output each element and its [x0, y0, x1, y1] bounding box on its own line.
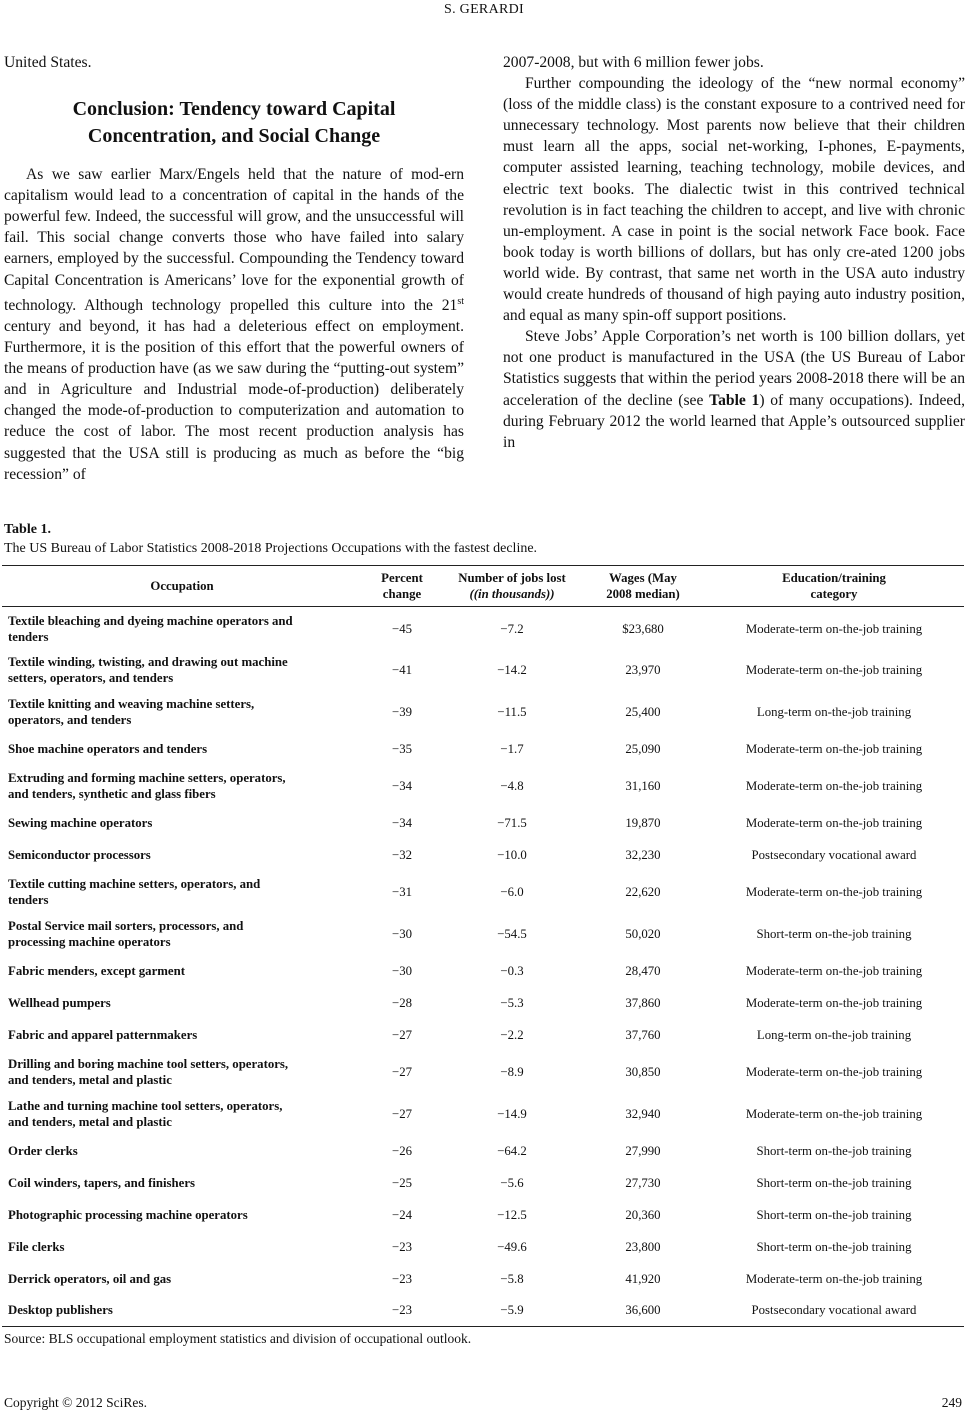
table-row: [2, 1295, 964, 1327]
cell-wage: 50,020: [625, 926, 661, 941]
cell-percent-change: −32: [391, 847, 412, 862]
cell-education: Short-term on-the-job training: [756, 1207, 912, 1222]
table-row: [2, 1135, 964, 1167]
table-row: [2, 607, 964, 649]
cell-jobs-lost: −8.9: [500, 1064, 524, 1079]
table-row: [2, 691, 964, 733]
cell-percent-change: −26: [391, 1143, 412, 1158]
cell-jobs-lost: −2.2: [500, 1027, 524, 1042]
cell-education: Short-term on-the-job training: [756, 1239, 912, 1254]
table-row: [2, 1019, 964, 1051]
cell-occupation: Fabric and apparel patternmakers: [8, 1027, 198, 1042]
cell-education: Moderate-term on-the-job training: [745, 963, 923, 978]
cell-jobs-lost: −54.5: [497, 926, 527, 941]
cell-wage: 28,470: [625, 963, 661, 978]
cell-jobs-lost: −5.9: [442, 1295, 582, 1327]
cell-education: Long-term on-the-job training: [756, 704, 912, 719]
cell-wage: 23,800: [625, 1239, 661, 1254]
table-caption: [4, 520, 537, 558]
table-header-row: [2, 566, 964, 607]
cell-wage: 32,940: [625, 1106, 661, 1121]
cell-education: Moderate-term on-the-job training: [745, 884, 923, 899]
cell-occupation: Wellhead pumpers: [8, 995, 111, 1010]
cell-percent-change: −30: [391, 926, 412, 941]
cell-occupation: Order clerks: [8, 1143, 78, 1158]
cell-occupation: Shoe machine operators and tenders: [8, 741, 208, 756]
cell-education: Moderate-term on-the-job training: [745, 1106, 923, 1121]
table-row: [2, 839, 964, 871]
cell-jobs-lost: −5.3: [500, 995, 524, 1010]
cell-jobs-lost: −11.5: [497, 704, 527, 719]
cell-education: Moderate-term on-the-job training: [745, 662, 923, 677]
paragraph-apple-corporation: [503, 326, 965, 453]
page-number: 249: [941, 1395, 962, 1410]
opening-line: United States.: [4, 54, 92, 71]
cell-percent-change: −39: [391, 704, 412, 719]
cell-jobs-lost: −12.5: [497, 1207, 527, 1222]
cell-jobs-lost: −6.0: [500, 884, 524, 899]
cell-education: Moderate-term on-the-job training: [745, 778, 923, 793]
cell-jobs-lost: −1.7: [500, 741, 524, 756]
cell-occupation: Lathe and turning machine tool setters, operators, and tenders, metal and plastic: [8, 1098, 283, 1129]
cell-percent-change: −45: [391, 621, 412, 636]
table-label: Table 1.: [4, 522, 51, 537]
cell-occupation: Derrick operators, oil and gas: [8, 1271, 172, 1286]
cell-wage: 27,730: [625, 1175, 661, 1190]
cell-percent-change: −41: [391, 662, 412, 677]
cell-wage: 25,400: [625, 704, 661, 719]
cell-occupation: File clerks: [8, 1239, 65, 1254]
cell-percent-change: −27: [391, 1064, 412, 1079]
cell-jobs-lost: −4.8: [500, 778, 524, 793]
table-row: [2, 955, 964, 987]
cell-education: Postsecondary vocational award: [704, 1295, 964, 1327]
cell-education: Moderate-term on-the-job training: [745, 741, 923, 756]
header-wages: Wages (May 2008 median): [582, 566, 704, 607]
cell-occupation: Fabric menders, except garment: [8, 963, 185, 978]
cell-jobs-lost: −5.8: [500, 1271, 524, 1286]
section-title-line-2: Concentration, and Social Change: [87, 125, 381, 148]
running-head: S. GERARDI: [443, 2, 524, 17]
right-column: [503, 52, 965, 453]
cell-occupation: Coil winders, tapers, and finishers: [8, 1175, 195, 1190]
cell-wage: 20,360: [625, 1207, 661, 1222]
cell-occupation: Extruding and forming machine setters, operators, and tenders, synthetic and glass fibers: [8, 770, 286, 801]
table-row: [2, 913, 964, 955]
cell-jobs-lost: −7.2: [500, 621, 524, 636]
paragraph-capital-concentration: [4, 164, 464, 485]
cell-wage: 36,600: [582, 1295, 704, 1327]
table-reference: Table 1: [709, 391, 760, 409]
table-row: [2, 1051, 964, 1093]
cell-occupation: Photographic processing machine operators: [8, 1207, 248, 1222]
cell-education: Long-term on-the-job training: [756, 1027, 912, 1042]
cell-occupation: Semiconductor processors: [8, 847, 151, 862]
occupation-decline-table: [2, 565, 964, 1327]
cell-education: Moderate-term on-the-job training: [745, 1271, 923, 1286]
cell-wage: 19,870: [625, 815, 661, 830]
table-row: [2, 871, 964, 913]
cell-percent-change: −30: [391, 963, 412, 978]
table-row: [2, 1093, 964, 1135]
cell-wage: 37,760: [625, 1027, 661, 1042]
cell-education: Moderate-term on-the-job training: [745, 815, 923, 830]
cell-percent-change: −31: [391, 884, 412, 899]
table-row: [2, 765, 964, 807]
cell-jobs-lost: −5.6: [500, 1175, 524, 1190]
cell-occupation: Textile winding, twisting, and drawing out machine setters, operators, and tenders: [8, 654, 288, 685]
left-column: [4, 52, 464, 485]
cell-jobs-lost: −71.5: [497, 815, 527, 830]
cell-percent-change: −34: [391, 815, 412, 830]
paragraph-text-a: As we saw earlier Marx/Engels held that the nature of mod-ern capitalism would lead to a concentration of capital in the hands of the powerful few. Indeed, the successful will grow, and the unsuccessful will fail. This social change converts those who have failed into salary earners, employed by the successful. Compounding the Tendency toward Capital Concentration is Americans’ love for the exponential growth of technology. Although technology propelled this culture into the 21: [4, 166, 464, 314]
paragraph-text-b: ) of many occupations). Indeed, during February 2012 the world learned that Apple’s outsourced supplier in: [503, 391, 965, 451]
cell-percent-change: −24: [391, 1207, 412, 1222]
cell-wage: 37,860: [625, 995, 661, 1010]
cell-education: Moderate-term on-the-job training: [745, 995, 923, 1010]
header-jobs-lost: Number of jobs lost ((in thousands)): [442, 566, 582, 607]
cell-occupation: Desktop publishers: [2, 1295, 362, 1327]
cell-percent-change: −23: [391, 1239, 412, 1254]
table-row: [2, 649, 964, 691]
cell-percent-change: −27: [391, 1106, 412, 1121]
header-education: Education/training category: [704, 566, 964, 607]
cell-percent-change: −23: [362, 1295, 442, 1327]
cell-education: Short-term on-the-job training: [756, 1143, 912, 1158]
header-percent-change: Percent change: [362, 566, 442, 607]
cell-wage: 27,990: [625, 1143, 661, 1158]
table-row: [2, 1199, 964, 1231]
cell-wage: $23,680: [622, 621, 664, 636]
cell-occupation: Drilling and boring machine tool setters, operators, and tenders, metal and plastic: [8, 1056, 289, 1087]
cell-jobs-lost: −14.9: [497, 1106, 527, 1121]
cell-jobs-lost: −0.3: [500, 963, 524, 978]
cell-occupation: Postal Service mail sorters, processors, and processing machine operators: [8, 918, 244, 949]
cell-wage: 31,160: [625, 778, 661, 793]
cell-education: Short-term on-the-job training: [756, 926, 912, 941]
table-source-note: Source: BLS occupational employment statistics and division of occupational outlook.: [4, 1331, 472, 1346]
paragraph-text-b: century and beyond, it has had a deleterious effect on employment. Furthermore, it is the position of this effort that the powerful owners of the means of production have (as we saw during the “putting-out system” and in Agriculture and Industrial mode-of-production) deliberately changed the mode-of-production to computerization and automation to reduce the cost of labor. The most recent production analysis has suggested that the USA still is producing as much as before the “big recession” of: [4, 317, 464, 483]
cell-wage: 30,850: [625, 1064, 661, 1079]
paragraph-text-a: Steve Jobs’ Apple Corporation’s net worth is 100 billion dollars, yet not one product is manufactured in the USA (the US Bureau of Labor Statistics suggests that within the period years 2008-2018 there will be an acceleration of the decline (see: [503, 328, 965, 409]
cell-wage: 32,230: [625, 847, 661, 862]
cell-percent-change: −28: [391, 995, 412, 1010]
cell-education: Moderate-term on-the-job training: [745, 1064, 923, 1079]
section-title: [4, 96, 464, 150]
cell-education: Moderate-term on-the-job training: [745, 621, 923, 636]
cell-education: Postsecondary vocational award: [751, 847, 917, 862]
cell-percent-change: −34: [391, 778, 412, 793]
cell-education: Short-term on-the-job training: [756, 1175, 912, 1190]
cell-wage: 25,090: [625, 741, 661, 756]
table-row: [2, 1231, 964, 1263]
superscript-st: st: [457, 295, 464, 307]
cell-jobs-lost: −64.2: [497, 1143, 527, 1158]
table-row: [2, 733, 964, 765]
paragraph-new-normal-economy: Further compounding the ideology of the “new normal economy” (loss of the middle class) is the constant exposure to a contrived need for unnecessary technology. Most parents now believe that their children must learn all the apps, social net-working, I-phones, E-payments, computer assisted learning, teaching technology, mobile devices, and electric text books. The dialectic twist in this contrived technical revolution is in fact teaching the children to accept, and live with chronic un-employment. A case in point is the social network Face book. Face book today is worth billions of dollars, but has only cre-ated 1200 jobs world wide. By contrast, that same net worth in the USA auto industry would create hundreds of thousand of high paying auto industry position, and equal as many spin-off support positions.: [503, 75, 965, 325]
table-row: [2, 1167, 964, 1199]
table-row: [2, 807, 964, 839]
cell-jobs-lost: −14.2: [497, 662, 527, 677]
copyright-footer: Copyright © 2012 SciRes.: [4, 1395, 148, 1410]
cell-occupation: Textile knitting and weaving machine setters, operators, and tenders: [8, 696, 255, 727]
cell-percent-change: −35: [391, 741, 412, 756]
cell-percent-change: −27: [391, 1027, 412, 1042]
cell-wage: 22,620: [625, 884, 661, 899]
cell-occupation: Textile bleaching and dyeing machine operators and tenders: [8, 613, 293, 644]
header-occupation: Occupation: [2, 566, 362, 607]
cell-occupation: Sewing machine operators: [8, 815, 153, 830]
cell-wage: 23,970: [625, 662, 661, 677]
paragraph-continuation: 2007-2008, but with 6 million fewer jobs.: [503, 54, 764, 71]
cell-occupation: Textile cutting machine setters, operators, and tenders: [8, 876, 261, 907]
cell-jobs-lost: −10.0: [497, 847, 527, 862]
table-caption-text: The US Bureau of Labor Statistics 2008-2018 Projections Occupations with the fastest decline.: [4, 541, 538, 556]
table-row: [2, 987, 964, 1019]
cell-wage: 41,920: [625, 1271, 661, 1286]
table-row: [2, 1263, 964, 1295]
section-title-line-1: Conclusion: Tendency toward Capital: [72, 98, 396, 121]
cell-jobs-lost: −49.6: [497, 1239, 527, 1254]
table-body: [2, 607, 964, 1327]
cell-percent-change: −23: [391, 1271, 412, 1286]
cell-percent-change: −25: [391, 1175, 412, 1190]
